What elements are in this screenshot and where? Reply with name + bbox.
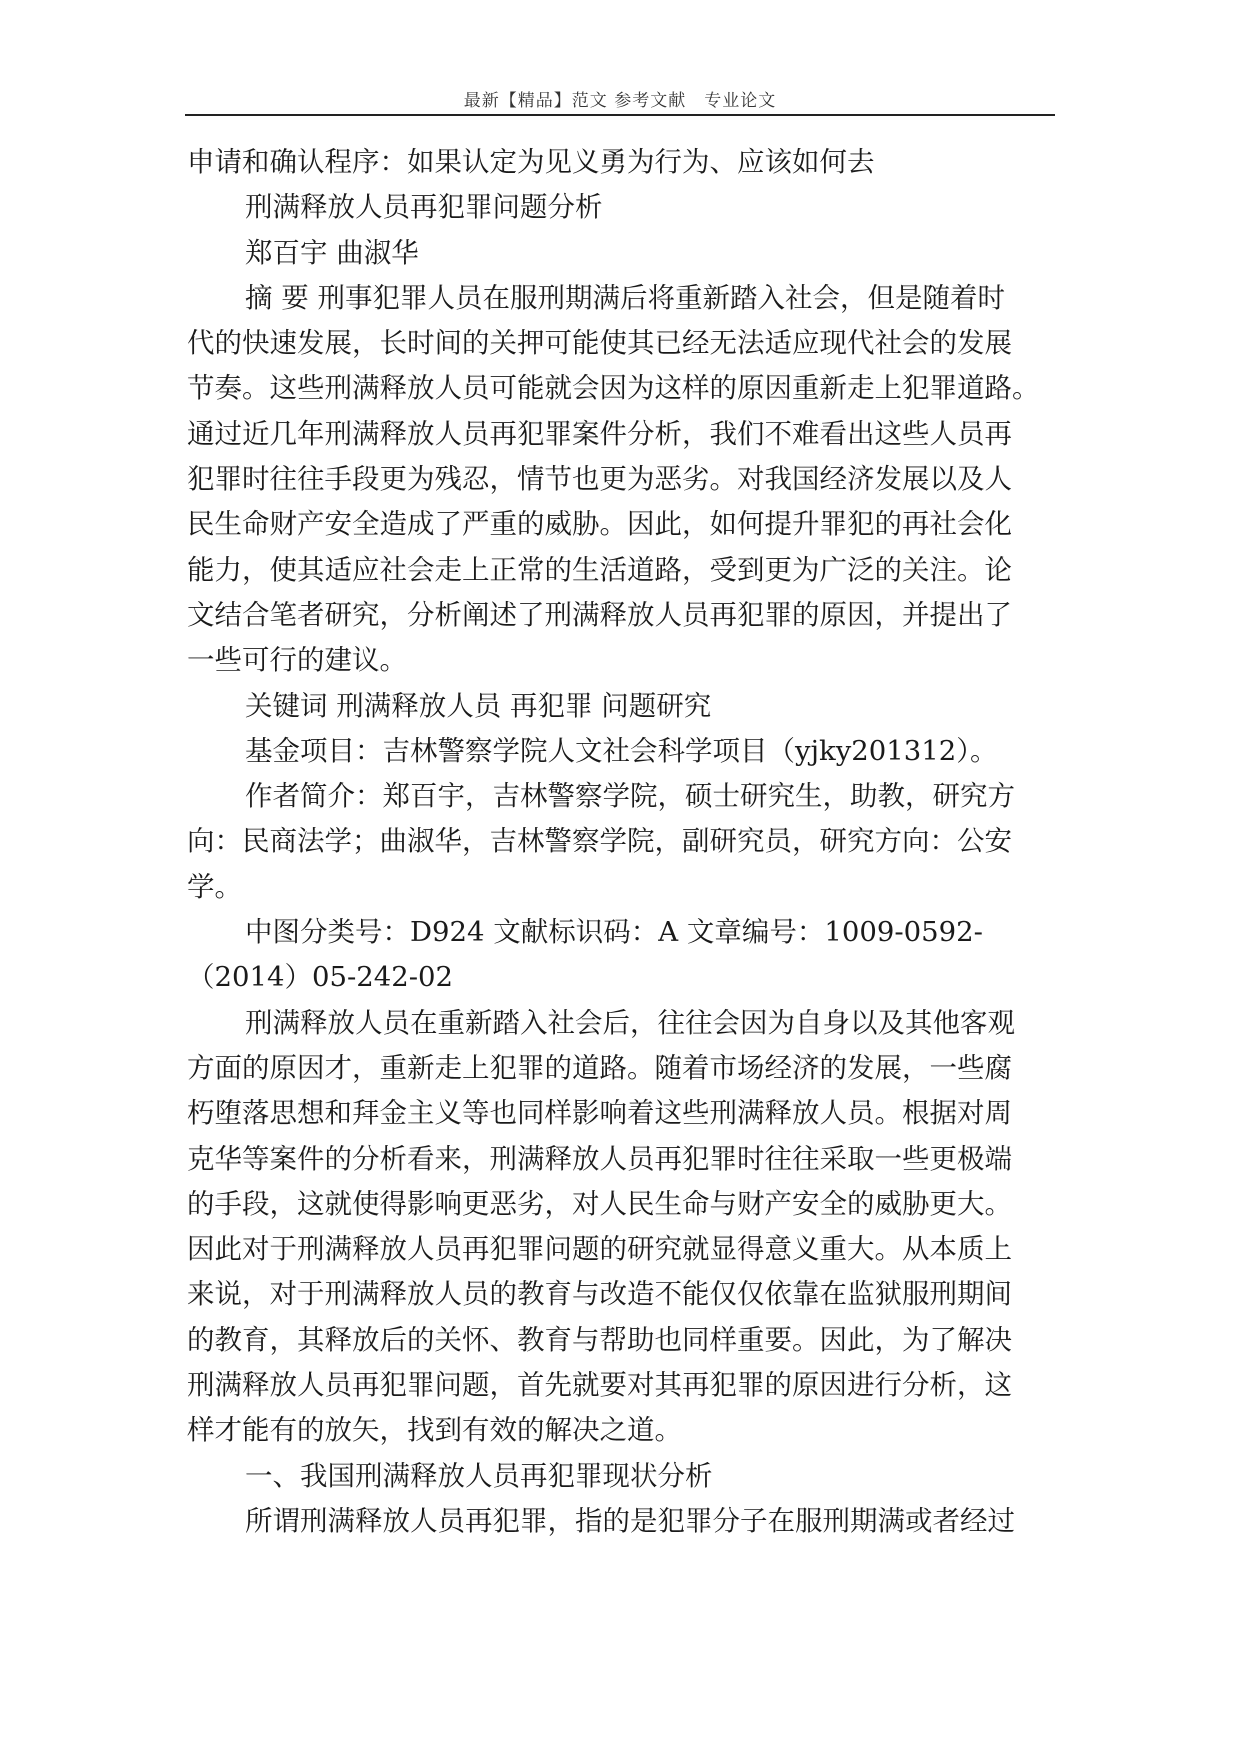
header-divider — [185, 114, 1055, 116]
text-line: 所谓刑满释放人员再犯罪，指的是犯罪分子在服刑期满或者经过 — [245, 1504, 1015, 1537]
text-line: 的手段，这就使得影响更恶劣，对人民生命与财产安全的威胁更大。 — [187, 1187, 1012, 1220]
text-line: 节奏。这些刑满释放人员可能就会因为这样的原因重新走上犯罪道路。 — [187, 372, 1040, 405]
text-line: 能力，使其适应社会走上正常的生活道路，受到更为广泛的关注。论 — [187, 553, 1012, 586]
text-line: 民生命财产安全造成了严重的威胁。因此，如何提升罪犯的再社会化 — [187, 508, 1012, 541]
text-line: 代的快速发展，长时间的关押可能使其已经无法适应现代社会的发展 — [187, 327, 1012, 360]
text-line: 文结合笔者研究，分析阐述了刑满释放人员再犯罪的原因，并提出了 — [187, 598, 1012, 631]
text-line: 基金项目：吉林警察学院人文社会科学项目（yjky201312）。 — [245, 734, 998, 767]
document-body — [187, 140, 1057, 1544]
text-line: 一些可行的建议。 — [187, 644, 407, 677]
text-line: 郑百宇 曲淑华 — [245, 236, 419, 269]
text-line: 方面的原因才，重新走上犯罪的道路。随着市场经济的发展，一些腐 — [187, 1051, 1012, 1084]
text-line: 学。 — [187, 870, 242, 903]
text-line: 朽堕落思想和拜金主义等也同样影响着这些刑满释放人员。根据对周 — [187, 1097, 1012, 1130]
text-line: 中图分类号：D924 文献标识码：A 文章编号：1009-0592- — [245, 916, 983, 949]
text-line: 样才能有的放矢，找到有效的解决之道。 — [187, 1414, 682, 1447]
text-line: 刑满释放人员再犯罪问题分析 — [245, 191, 603, 224]
text-line: 作者简介：郑百宇，吉林警察学院，硕士研究生，助教，研究方 — [245, 780, 1015, 813]
text-line: 一、我国刑满释放人员再犯罪现状分析 — [245, 1459, 713, 1492]
text-line: 向：民商法学；曲淑华，吉林警察学院，副研究员，研究方向：公安 — [187, 825, 1012, 858]
text-line: 申请和确认程序：如果认定为见义勇为行为、应该如何去 — [187, 146, 875, 178]
text-line: 关键词 刑满释放人员 再犯罪 问题研究 — [245, 689, 712, 722]
text-line: 因此对于刑满释放人员再犯罪问题的研究就显得意义重大。从本质上 — [187, 1233, 1012, 1266]
text-line: 摘 要 刑事犯罪人员在服刑期满后将重新踏入社会，但是随着时 — [245, 281, 1005, 314]
text-line: 来说，对于刑满释放人员的教育与改造不能仅仅依靠在监狱服刑期间 — [187, 1278, 1012, 1311]
text-line: （2014）05-242-02 — [187, 961, 454, 994]
text-line: 犯罪时往往手段更为残忍，情节也更为恶劣。对我国经济发展以及人 — [187, 463, 1012, 496]
text-line: 刑满释放人员再犯罪问题，首先就要对其再犯罪的原因进行分析，这 — [187, 1369, 1012, 1402]
text-line: 克华等案件的分析看来，刑满释放人员再犯罪时往往采取一些更极端 — [187, 1142, 1012, 1175]
text-line: 刑满释放人员在重新踏入社会后，往往会因为自身以及其他客观 — [245, 1006, 1015, 1039]
text-line: 的教育，其释放后的关怀、教育与帮助也同样重要。因此，为了解决 — [187, 1323, 1012, 1356]
page-header: 最新【精品】范文 参考文献 专业论文 — [463, 91, 777, 111]
text-line: 通过近几年刑满释放人员再犯罪案件分析，我们不难看出这些人员再 — [187, 417, 1012, 450]
